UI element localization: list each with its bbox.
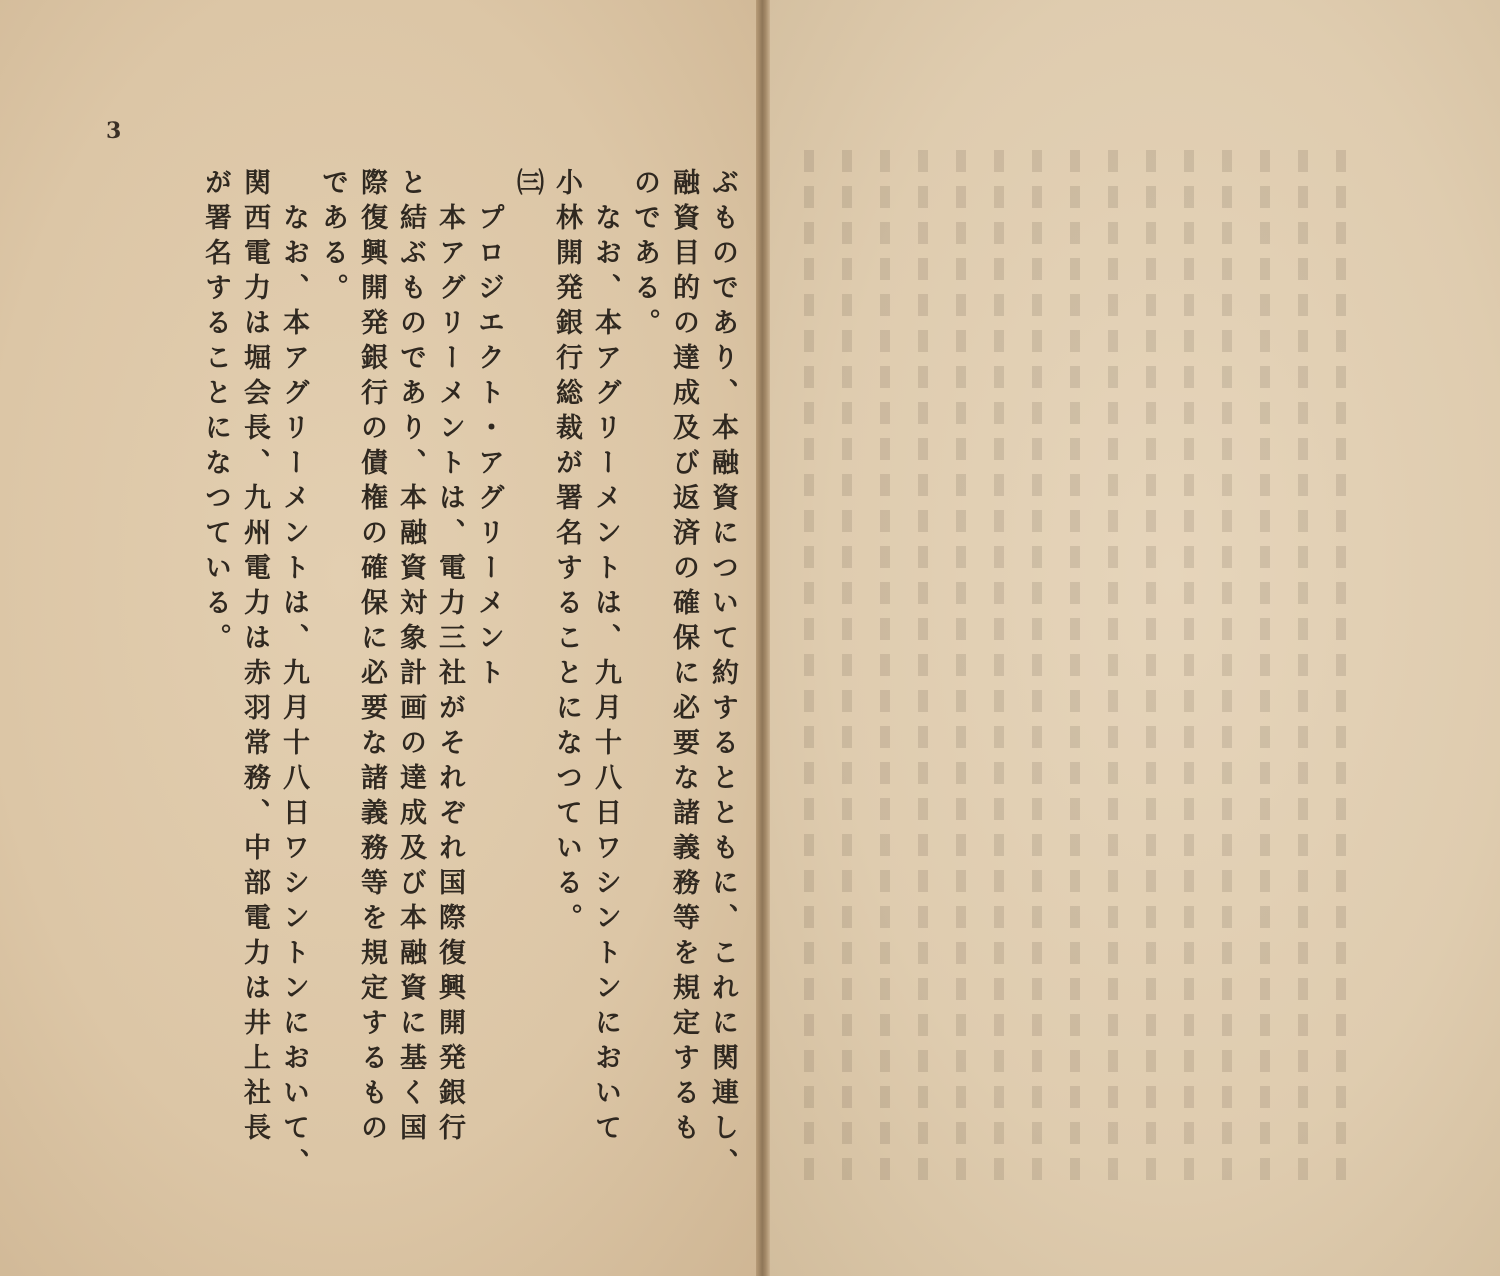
- section-heading: ㈢: [512, 168, 543, 203]
- text-column-5: 小林開発銀行総裁が署名することになつている。: [551, 168, 582, 938]
- text-column-11: なお、本アグリーメントは、九月十八日ワシントンにおいて、: [278, 203, 309, 1183]
- book-gutter: [756, 0, 770, 1276]
- text-column-13: が署名することになつている。: [200, 168, 231, 658]
- text-column-12: 関西電力は堀会長、九州電力は赤羽常務、中部電力は井上社長: [239, 168, 270, 1148]
- page-number: 3: [106, 118, 122, 144]
- text-column-2: 融資目的の達成及び返済の確保に必要な諸義務等を規定するも: [668, 168, 699, 1148]
- text-column-8: と結ぶものであり、本融資対象計画の達成及び本融資に基く国: [395, 168, 426, 1148]
- text-column-4: なお、本アグリーメントは、九月十八日ワシントンにおいて: [590, 203, 621, 1148]
- text-column-10: である。: [317, 168, 348, 308]
- text-column-3: のである。: [629, 168, 660, 343]
- text-column-1: ぶものであり、本融資について約するとともに、これに関連し、: [707, 168, 738, 1183]
- vertical-text-block: [200, 168, 742, 1188]
- show-through-text: [800, 150, 1360, 1180]
- text-column-7: 本アグリーメントは、電力三社がそれぞれ国際復興開発銀行: [434, 203, 465, 1148]
- text-column-9: 際復興開発銀行の債権の確保に必要な諸義務等を規定するもの: [356, 168, 387, 1148]
- text-column-6: プロジエクト・アグリーメント: [473, 203, 504, 693]
